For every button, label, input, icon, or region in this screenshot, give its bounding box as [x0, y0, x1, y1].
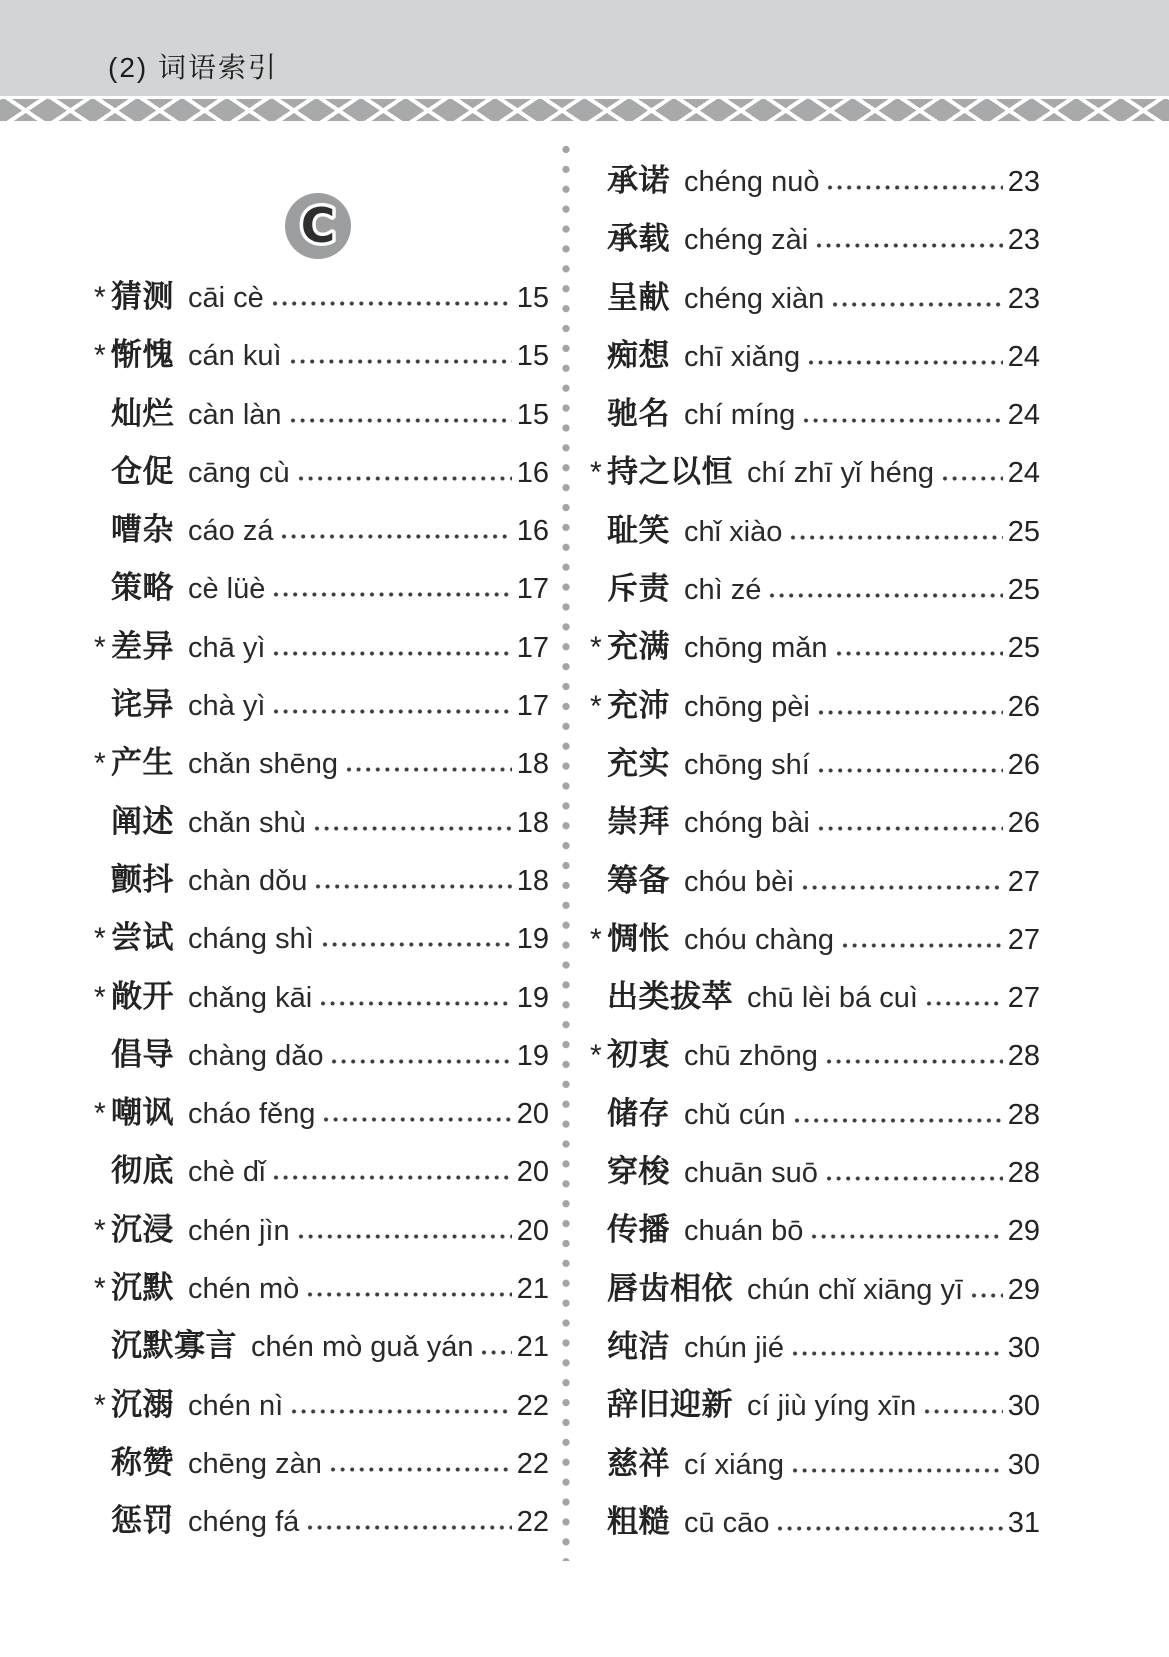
- dot-leader: [273, 590, 511, 598]
- entry-page-number: 27: [1007, 982, 1040, 1015]
- entry-word: 传播: [607, 1212, 670, 1248]
- entry-page-number: 26: [1007, 690, 1040, 723]
- index-entry-row: [590, 793, 1040, 851]
- index-entry-row: [590, 210, 1040, 268]
- entry-pinyin: chí míng: [684, 399, 796, 432]
- dot-leader: [792, 1349, 1003, 1357]
- entry-word: 储存: [607, 1095, 670, 1131]
- entry-pinyin: cū cāo: [684, 1506, 770, 1539]
- entry-pinyin: chū lèi bá cuì: [747, 982, 918, 1015]
- entry-page-number: 15: [516, 398, 549, 431]
- entry-pinyin: chǔ cún: [684, 1098, 786, 1131]
- star-marker: *: [590, 631, 602, 665]
- entry-page-number: 30: [1007, 1390, 1040, 1423]
- entry-pinyin: chǎng kāi: [188, 981, 313, 1014]
- entry-pinyin: chā yì: [188, 631, 266, 664]
- entry-page-number: 21: [516, 1273, 549, 1306]
- entry-word: 敞开: [111, 978, 174, 1014]
- section-letter: C: [300, 199, 336, 254]
- dot-leader: [273, 1173, 511, 1181]
- index-entry-row: [94, 1259, 549, 1317]
- entry-page-number: 19: [516, 981, 549, 1014]
- star-marker: *: [94, 339, 106, 373]
- entry-page-number: 22: [516, 1506, 549, 1539]
- entry-pinyin: chàng dǎo: [188, 1039, 324, 1072]
- entry-page-number: 15: [516, 282, 549, 314]
- entry-word: 充满: [607, 629, 670, 665]
- entry-page-number: 23: [1007, 282, 1040, 315]
- index-entry-row: [94, 1317, 549, 1375]
- index-entry-row: [94, 1492, 549, 1550]
- entry-page-number: 30: [1007, 1331, 1040, 1364]
- entry-pinyin: chóu bèi: [684, 865, 794, 898]
- entry-page-number: 24: [1007, 457, 1040, 490]
- index-entry-row: [590, 1493, 1040, 1551]
- entry-word: 辞旧迎新: [607, 1387, 733, 1423]
- entry-word: 沉浸: [111, 1211, 174, 1247]
- entry-page-number: 22: [516, 1389, 549, 1422]
- entry-pinyin: chū zhōng: [684, 1040, 818, 1073]
- dot-leader: [322, 940, 512, 948]
- dot-leader: [792, 1466, 1003, 1474]
- index-entry-row: [590, 1435, 1040, 1493]
- star-marker: *: [590, 1039, 602, 1073]
- entry-pinyin: chè dǐ: [188, 1156, 266, 1189]
- dot-leader: [331, 1057, 511, 1065]
- entry-word: 痴想: [607, 337, 670, 373]
- dot-leader: [803, 416, 1003, 424]
- index-entry-row: [94, 501, 549, 559]
- entry-pinyin: cán kuì: [188, 340, 282, 373]
- dot-leader: [942, 474, 1003, 482]
- star-marker: *: [94, 747, 106, 781]
- star-marker: *: [590, 689, 602, 723]
- entry-page-number: 20: [516, 1098, 549, 1131]
- dot-leader: [811, 1232, 1002, 1240]
- entry-word: 穿梭: [607, 1154, 670, 1190]
- entry-page-number: 18: [516, 864, 549, 897]
- entry-word: 初衷: [607, 1037, 670, 1073]
- entry-word: 粗糙: [607, 1503, 670, 1539]
- index-entry-row: [590, 735, 1040, 793]
- dot-leader: [802, 883, 1003, 891]
- index-entry-row: [590, 152, 1040, 210]
- star-marker: *: [590, 922, 602, 956]
- entry-word: 彻底: [111, 1153, 174, 1189]
- entry-pinyin: chéng zài: [684, 224, 809, 257]
- entry-pinyin: chún chǐ xiāng yī: [747, 1273, 964, 1306]
- dot-leader: [836, 649, 1003, 657]
- index-entry-row: [590, 1318, 1040, 1376]
- index-entry-row: [94, 793, 549, 851]
- dot-leader: [307, 1523, 511, 1531]
- dot-leader: [346, 765, 512, 773]
- star-marker: *: [94, 980, 106, 1014]
- dot-leader: [298, 1232, 512, 1240]
- entry-pinyin: cāi cè: [188, 282, 264, 314]
- dot-leader: [971, 1291, 1003, 1299]
- section-letter-badge: [283, 191, 353, 261]
- entry-word: 承载: [607, 221, 670, 257]
- dot-leader: [330, 1465, 512, 1473]
- index-entry-row: [590, 1143, 1040, 1201]
- entry-page-number: 29: [1007, 1273, 1040, 1306]
- entry-word: 尝试: [111, 920, 174, 956]
- entry-page-number: 18: [516, 748, 549, 781]
- entry-word: 差异: [111, 628, 174, 664]
- entry-pinyin: chēng zàn: [188, 1447, 322, 1480]
- dot-leader: [281, 532, 511, 540]
- index-entry-row: [94, 268, 549, 326]
- star-marker: *: [94, 922, 106, 956]
- entry-pinyin: chéng nuò: [684, 166, 820, 198]
- index-entry-row: [590, 502, 1040, 560]
- index-entry-row: [590, 269, 1040, 327]
- entry-page-number: 23: [1007, 166, 1040, 198]
- dot-leader: [290, 416, 512, 424]
- index-column-left: [94, 268, 549, 1551]
- entry-pinyin: chún jié: [684, 1331, 784, 1364]
- index-entry-row: [94, 1026, 549, 1084]
- index-entry-row: [590, 1260, 1040, 1318]
- entry-word: 呈献: [607, 279, 670, 315]
- dot-leader: [827, 183, 1002, 191]
- entry-page-number: 31: [1007, 1506, 1040, 1539]
- entry-pinyin: cháo fěng: [188, 1098, 316, 1131]
- entry-word: 耻笑: [607, 512, 670, 548]
- entry-page-number: 16: [516, 456, 549, 489]
- page-header-title: (2) 词语索引: [108, 52, 279, 83]
- entry-page-number: 19: [516, 923, 549, 956]
- entry-pinyin: cāng cù: [188, 456, 290, 489]
- index-entry-row: [94, 1142, 549, 1200]
- entry-word: 唇齿相依: [607, 1270, 733, 1306]
- dot-leader: [315, 882, 511, 890]
- entry-pinyin: chóu chàng: [684, 923, 834, 956]
- index-entry-row: [590, 852, 1040, 910]
- entry-page-number: 25: [1007, 632, 1040, 665]
- entry-word: 充沛: [607, 687, 670, 723]
- entry-word: 策略: [111, 570, 174, 606]
- entry-page-number: 17: [516, 631, 549, 664]
- entry-word: 沉溺: [111, 1386, 174, 1422]
- entry-page-number: 28: [1007, 1098, 1040, 1131]
- entry-pinyin: cè lüè: [188, 573, 266, 606]
- entry-pinyin: cháng shì: [188, 923, 314, 956]
- entry-page-number: 21: [516, 1331, 549, 1364]
- entry-page-number: 27: [1007, 865, 1040, 898]
- entry-word: 筹备: [607, 862, 670, 898]
- dot-leader: [481, 1348, 511, 1356]
- entry-pinyin: chǐ xiào: [684, 515, 783, 548]
- entry-page-number: 29: [1007, 1215, 1040, 1248]
- entry-word: 惆怅: [607, 920, 670, 956]
- entry-page-number: 16: [516, 515, 549, 548]
- entry-page-number: 18: [516, 806, 549, 839]
- entry-pinyin: chéng xiàn: [684, 282, 825, 315]
- entry-page-number: 27: [1007, 923, 1040, 956]
- dot-leader: [826, 1174, 1003, 1182]
- index-entry-row: [590, 618, 1040, 676]
- entry-pinyin: cí xiáng: [684, 1448, 784, 1481]
- star-marker: *: [590, 456, 602, 490]
- index-entry-row: [94, 968, 549, 1026]
- entry-page-number: 17: [516, 573, 549, 606]
- entry-page-number: 23: [1007, 224, 1040, 257]
- index-entry-row: [590, 968, 1040, 1026]
- star-marker: *: [94, 281, 106, 314]
- index-entry-row: [94, 443, 549, 501]
- star-marker: *: [94, 1272, 106, 1306]
- dot-leader: [272, 299, 512, 307]
- entry-page-number: 20: [516, 1214, 549, 1247]
- entry-pinyin: chéng fá: [188, 1506, 300, 1539]
- index-entry-row: [94, 676, 549, 734]
- index-entry-row: [94, 1201, 549, 1259]
- entry-pinyin: chōng shí: [684, 748, 810, 781]
- entry-word: 斥责: [607, 571, 670, 607]
- index-entry-row: [94, 326, 549, 384]
- dot-leader: [924, 1407, 1002, 1415]
- entry-pinyin: chōng mǎn: [684, 632, 828, 665]
- entry-word: 惩罚: [111, 1503, 174, 1539]
- entry-page-number: 24: [1007, 340, 1040, 373]
- entry-page-number: 15: [516, 340, 549, 373]
- dot-leader: [307, 1290, 512, 1298]
- dot-leader: [808, 358, 1003, 366]
- entry-pinyin: chuán bō: [684, 1215, 804, 1248]
- entry-page-number: 25: [1007, 574, 1040, 607]
- entry-page-number: 26: [1007, 807, 1040, 840]
- entry-pinyin: chī xiǎng: [684, 340, 801, 373]
- entry-word: 驰名: [607, 396, 670, 432]
- decorative-lattice-border: [0, 96, 1169, 123]
- index-entry-row: [94, 1376, 549, 1434]
- dot-leader: [794, 1116, 1003, 1124]
- entry-pinyin: chōng pèi: [684, 690, 810, 723]
- entry-page-number: 22: [516, 1447, 549, 1480]
- entry-pinyin: chén jìn: [188, 1214, 290, 1247]
- entry-pinyin: chí zhī yǐ héng: [747, 457, 934, 490]
- dot-leader: [777, 1524, 1002, 1532]
- entry-word: 仓促: [111, 453, 174, 489]
- entry-pinyin: chén nì: [188, 1389, 284, 1422]
- entry-page-number: 19: [516, 1039, 549, 1072]
- entry-word: 慈祥: [607, 1445, 670, 1481]
- index-entry-row: [94, 1434, 549, 1492]
- dot-leader: [291, 1407, 512, 1415]
- dot-leader: [314, 824, 512, 832]
- index-entry-row: [94, 909, 549, 967]
- entry-word: 持之以恒: [607, 454, 733, 490]
- dot-leader: [826, 1057, 1003, 1065]
- index-entry-row: [94, 559, 549, 617]
- entry-pinyin: cí jiù yíng xīn: [747, 1390, 917, 1423]
- entry-page-number: 17: [516, 690, 549, 723]
- entry-pinyin: chǎn shù: [188, 806, 306, 839]
- index-entry-row: [590, 677, 1040, 735]
- entry-word: 嘈杂: [111, 512, 174, 548]
- entry-pinyin: chì zé: [684, 574, 762, 607]
- entry-word: 沉默: [111, 1270, 174, 1306]
- entry-word: 出类拔萃: [607, 979, 733, 1015]
- index-entry-row: [590, 1026, 1040, 1084]
- page-header-band: [0, 0, 1169, 96]
- entry-word: 诧异: [111, 687, 174, 723]
- dot-leader: [790, 533, 1002, 541]
- index-entry-row: [590, 327, 1040, 385]
- entry-page-number: 30: [1007, 1448, 1040, 1481]
- index-entry-row: [94, 385, 549, 443]
- index-entry-row: [94, 618, 549, 676]
- dot-leader: [842, 941, 1003, 949]
- star-marker: *: [94, 1213, 106, 1247]
- entry-word: 猜测: [111, 279, 174, 314]
- index-entry-row: [590, 910, 1040, 968]
- entry-word: 沉默寡言: [111, 1328, 237, 1364]
- index-entry-row: [590, 1376, 1040, 1434]
- entry-page-number: 20: [516, 1156, 549, 1189]
- index-entry-row: [94, 734, 549, 792]
- entry-page-number: 25: [1007, 515, 1040, 548]
- dot-leader: [298, 474, 512, 482]
- entry-pinyin: chǎn shēng: [188, 748, 338, 781]
- entry-pinyin: chàn dǒu: [188, 864, 308, 897]
- entry-word: 嘲讽: [111, 1095, 174, 1131]
- entry-word: 灿烂: [111, 395, 174, 431]
- dot-leader: [816, 241, 1003, 249]
- entry-word: 充实: [607, 745, 670, 781]
- entry-word: 崇拜: [607, 804, 670, 840]
- index-entry-row: [94, 1084, 549, 1142]
- dot-leader: [818, 766, 1003, 774]
- dot-leader: [926, 999, 1003, 1007]
- entry-pinyin: chuān suō: [684, 1157, 818, 1190]
- star-marker: *: [94, 1097, 106, 1131]
- index-entry-row: [94, 851, 549, 909]
- entry-page-number: 28: [1007, 1157, 1040, 1190]
- dot-leader: [320, 999, 512, 1007]
- entry-page-number: 24: [1007, 399, 1040, 432]
- entry-word: 阐述: [111, 803, 174, 839]
- entry-word: 称赞: [111, 1444, 174, 1480]
- entry-pinyin: chén mò guǎ yán: [251, 1331, 474, 1364]
- dot-leader: [769, 591, 1002, 599]
- index-entry-row: [590, 560, 1040, 618]
- entry-pinyin: chà yì: [188, 690, 266, 723]
- entry-pinyin: cáo zá: [188, 515, 274, 548]
- dot-leader: [818, 708, 1003, 716]
- entry-pinyin: chén mò: [188, 1273, 300, 1306]
- entry-pinyin: chóng bài: [684, 807, 810, 840]
- dot-leader: [273, 707, 511, 715]
- dot-leader: [832, 300, 1002, 308]
- index-entry-row: [590, 1085, 1040, 1143]
- index-entry-row: [590, 443, 1040, 501]
- entry-word: 倡导: [111, 1036, 174, 1072]
- entry-pinyin: càn làn: [188, 398, 282, 431]
- entry-word: 颤抖: [111, 861, 174, 897]
- index-column-right: [590, 152, 1040, 1551]
- entry-page-number: 28: [1007, 1040, 1040, 1073]
- index-entry-row: [590, 385, 1040, 443]
- entry-word: 惭愧: [111, 337, 174, 373]
- entry-word: 产生: [111, 745, 174, 781]
- column-divider-dotted: [562, 145, 570, 1561]
- entry-word: 纯洁: [607, 1328, 670, 1364]
- star-marker: *: [94, 1388, 106, 1422]
- entry-word: 承诺: [607, 163, 670, 198]
- entry-page-number: 26: [1007, 748, 1040, 781]
- dot-leader: [290, 357, 512, 365]
- dot-leader: [273, 649, 511, 657]
- index-entry-row: [590, 1201, 1040, 1259]
- dot-leader: [323, 1115, 511, 1123]
- dot-leader: [818, 824, 1003, 832]
- star-marker: *: [94, 630, 106, 664]
